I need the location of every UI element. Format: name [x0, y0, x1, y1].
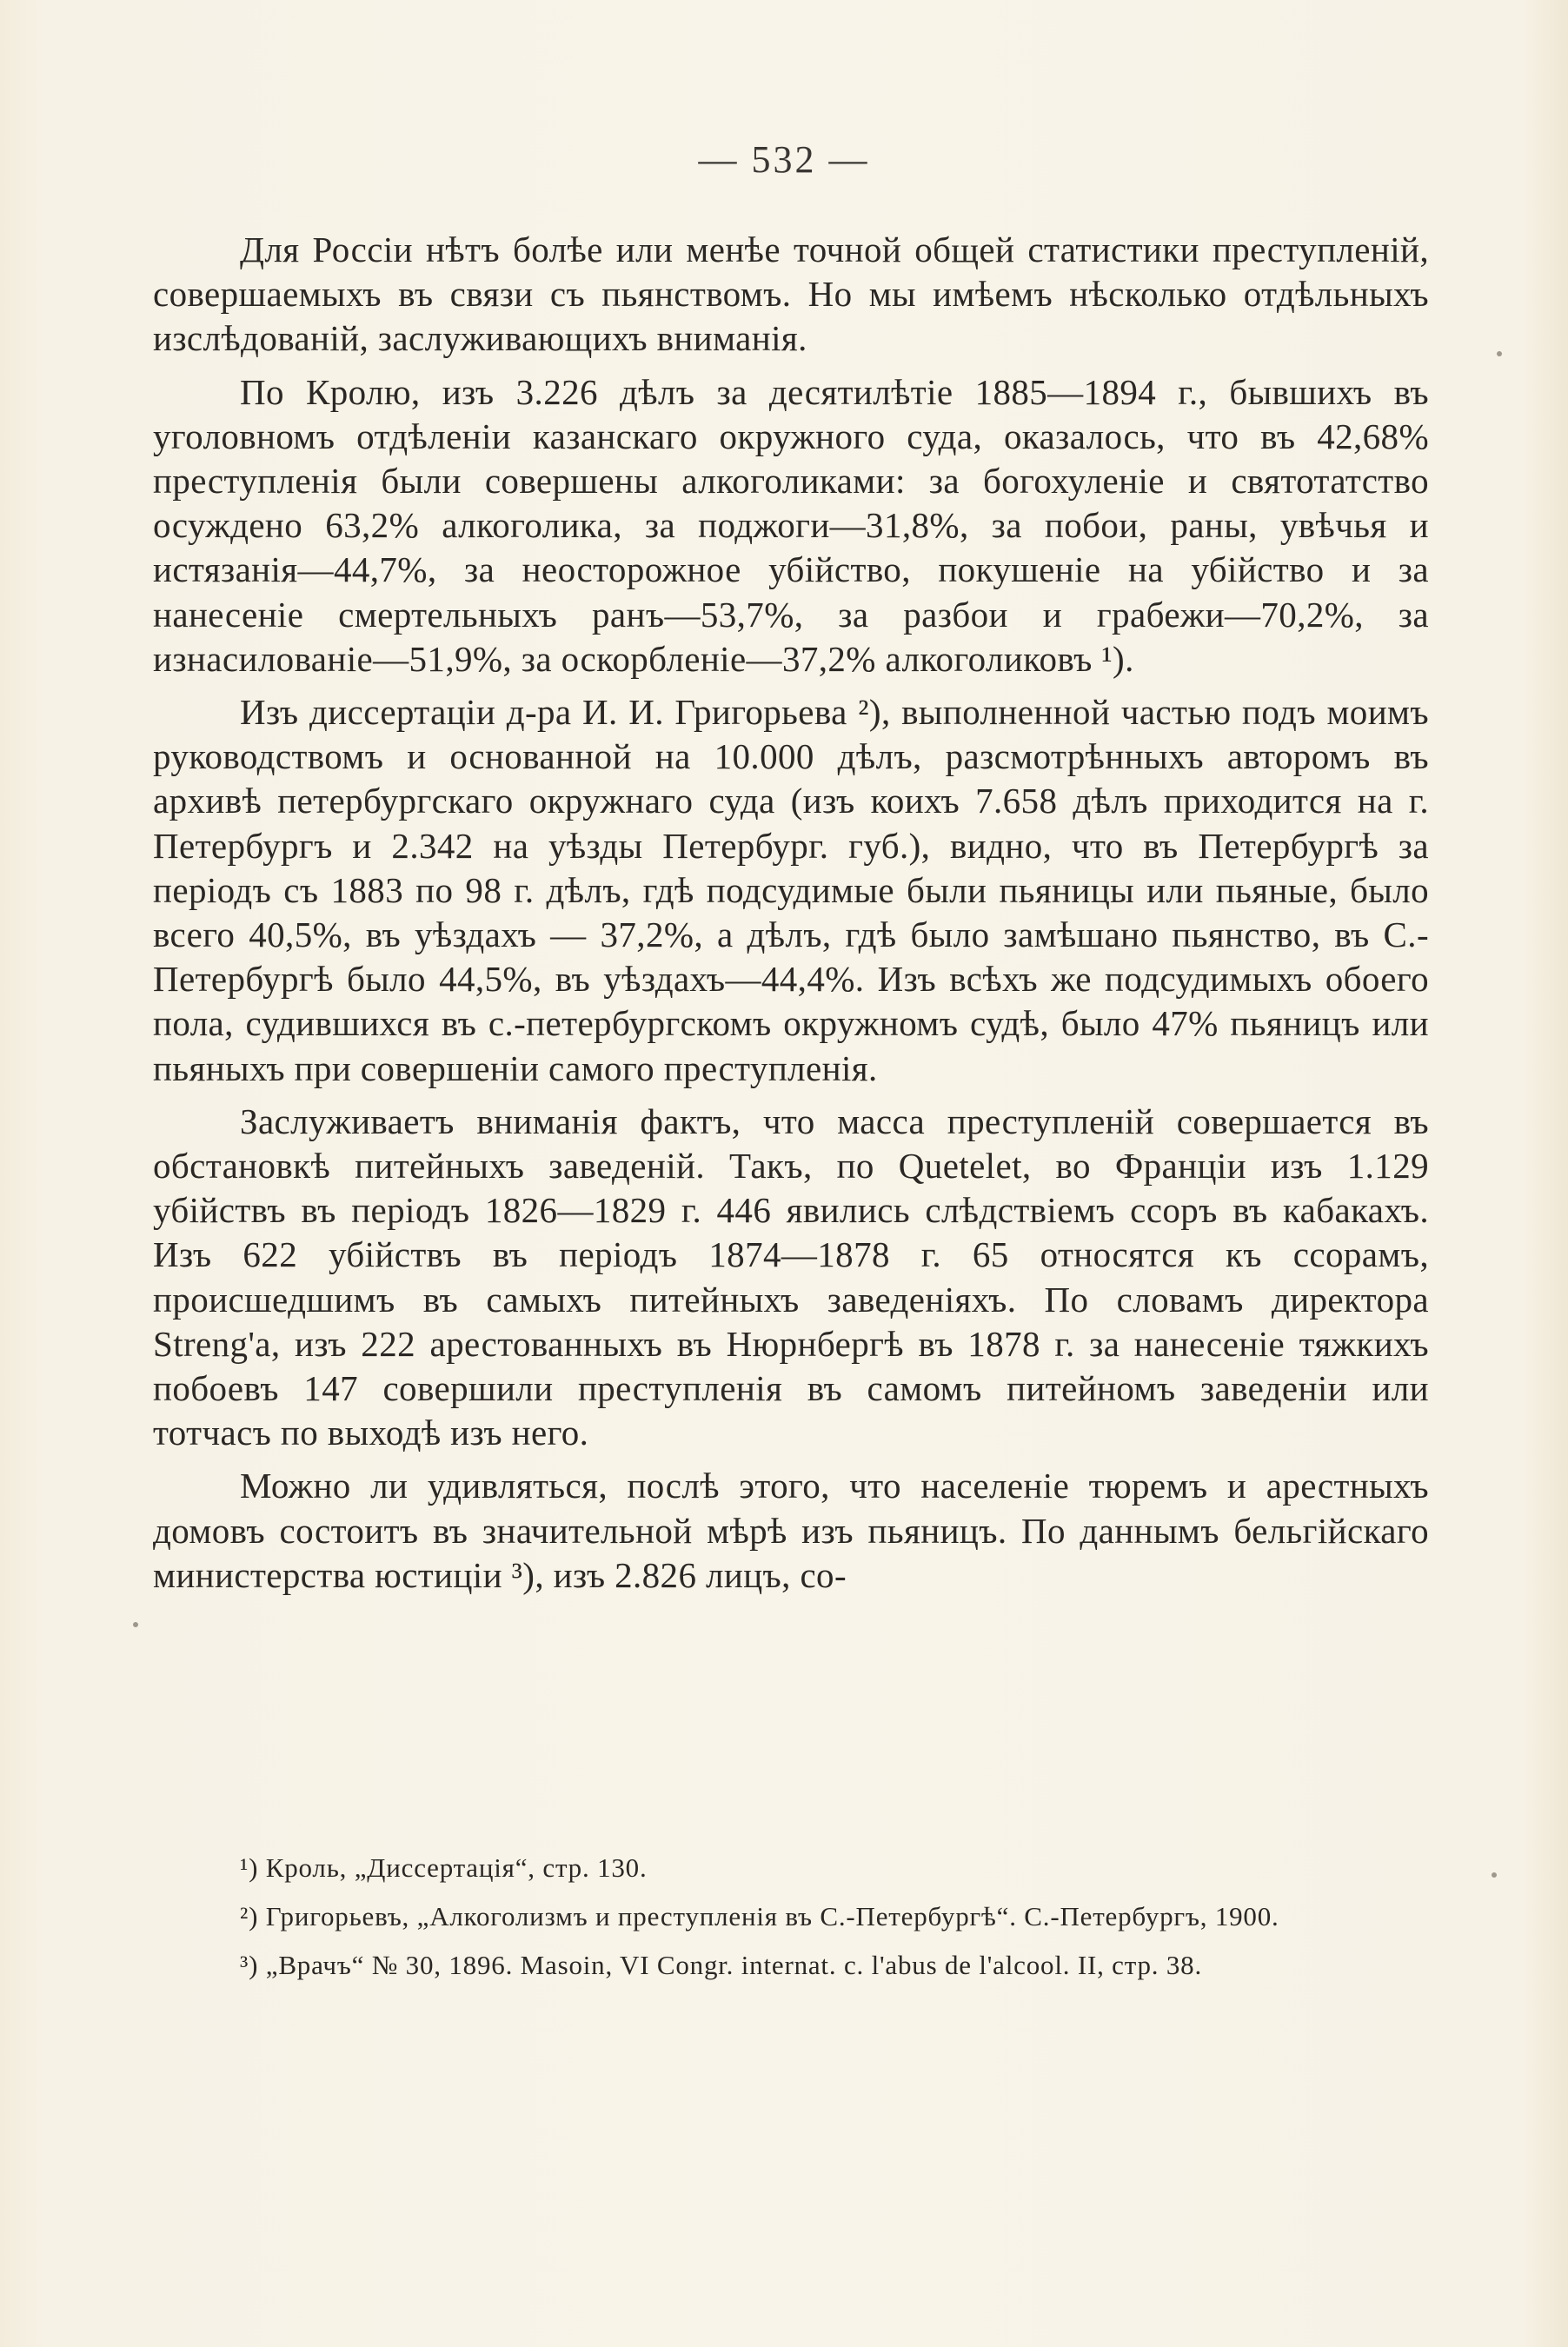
paragraph-krol-study: По Кролю, изъ 3.226 дѣлъ за десятилѣтіе 1885—1894 г., бывшихъ въ уголовномъ отдѣленіи казанскаго окружного суда, оказалось, что въ 42,68% преступленія были совершены алкоголиками: за богохуленіе и святотатство осуждено 63,2% алкоголика, за поджоги—31,8%, за побои, раны, увѣчья и истязанія—44,7%, за неосторожное убійство, покушеніе на убійство и за нанесеніе смертельныхъ ранъ—53,7%, за разбои и грабежи—70,2%, за изнасилованіе—51,9%, за оскорбленіе—37,2% алкоголиковъ ¹). [153, 371, 1429, 679]
paragraph-taverns: Заслуживаетъ вниманія фактъ, что масса преступленій совершается въ обстановкѣ питейныхъ заведеній. Такъ, по Quetelet, во Франціи изъ 1.129 убійствъ въ періодъ 1826—1829 г. 446 явились слѣдствіемъ ссоръ въ кабакахъ. Изъ 622 убійствъ въ періодъ 1874—1878 г. 65 относятся къ ссорамъ, происшедшимъ въ самыхъ питейныхъ заведеніяхъ. По словамъ директора Streng'a, изъ 222 арестованныхъ въ Нюрнбергѣ въ 1878 г. за нанесеніе тяжкихъ побоевъ 147 совершили преступленія въ самомъ питейномъ заведеніи или тотчасъ по выходѣ изъ него. [153, 1100, 1429, 1453]
print-speck [1497, 351, 1502, 356]
footnotes [153, 1850, 1429, 1996]
page-number: — 532 — [698, 138, 870, 181]
main-text [153, 228, 1429, 1606]
footnote-3: ³) „Врачъ“ № 30, 1896. Masoin, VI Congr. internat. c. l'abus de l'alcool. II, стр. 38. [240, 1950, 1203, 1980]
paragraph-prisons: Можно ли удивляться, послѣ этого, что населеніе тюремъ и арестныхъ домовъ состоитъ въ значительной мѣрѣ изъ пьяницъ. По даннымъ бельгійскаго министерства юстиціи ³), изъ 2.826 лицъ, со- [153, 1466, 1429, 1595]
footnote-2: ²) Григорьевъ, „Алкоголизмъ и преступленія въ С.-Петербургѣ“. С.-Петербургъ, 1900. [240, 1901, 1279, 1931]
print-speck [1492, 1872, 1497, 1878]
paragraph-intro: Для Россіи нѣтъ болѣе или менѣе точной общей статистики преступленій, совершаемыхъ въ связи съ пьянствомъ. Но мы имѣемъ нѣсколько отдѣльныхъ изслѣдованій, заслуживающихъ вниманія. [153, 229, 1429, 359]
footnote-1: ¹) Кроль, „Диссертація“, стр. 130. [240, 1852, 648, 1883]
paragraph-grigoriev-study: Изъ диссертаціи д-ра И. И. Григорьева ²), выполненной частью подъ моимъ руководствомъ и основанной на 10.000 дѣлъ, разсмотрѣнныхъ авторомъ въ архивѣ петербургскаго окружнаго суда (изъ коихъ 7.658 дѣлъ приходится на г. Петербургъ и 2.342 на уѣзды Петербург. губ.), видно, что въ Петербургѣ за періодъ съ 1883 по 98 г. дѣлъ, гдѣ подсудимые были пьяницы или пьяные, было всего 40,5%, въ уѣздахъ — 37,2%, а дѣлъ, гдѣ было замѣшано пьянство, въ С.-Петербургѣ было 44,5%, въ уѣздахъ—44,4%. Изъ всѣхъ же подсудимыхъ обоего пола, судившихся въ с.-петербургскомъ окружномъ судѣ, было 47% пьяницъ или пьяныхъ при совершеніи самого преступленія. [153, 692, 1429, 1088]
print-speck [133, 1622, 138, 1627]
